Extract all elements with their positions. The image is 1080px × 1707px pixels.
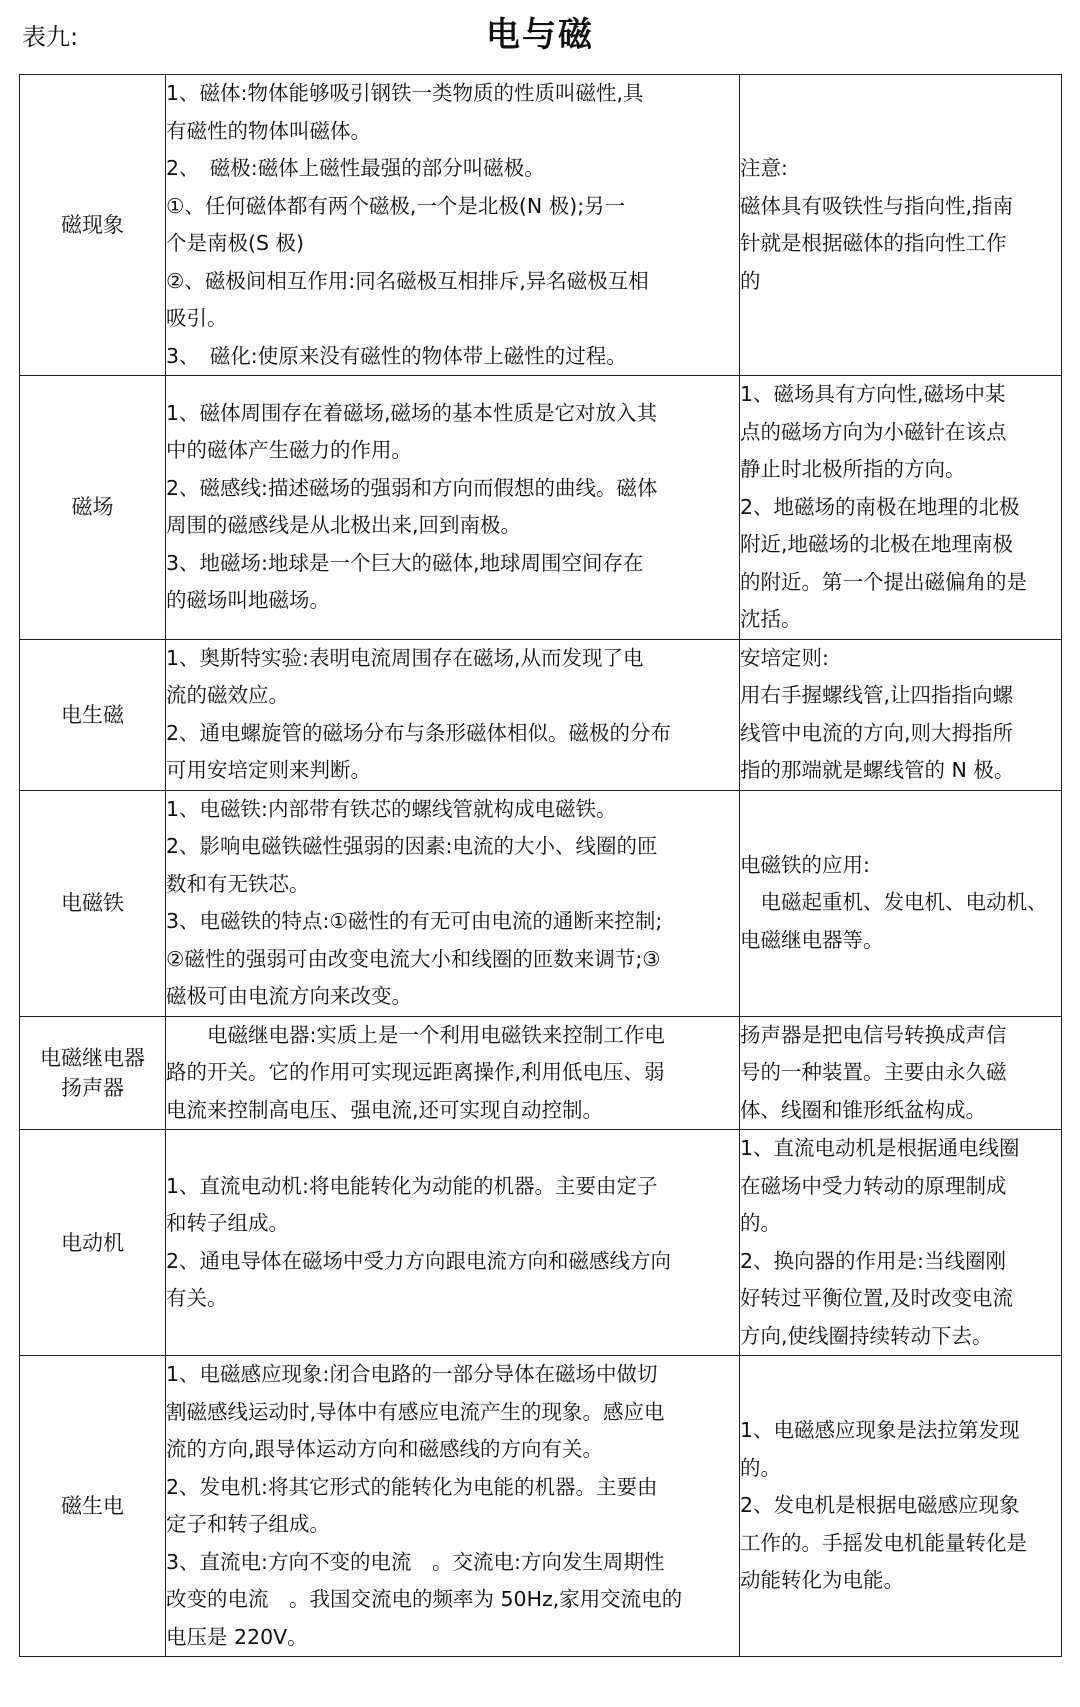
content-line: 流的方向,跟导体运动方向和磁感线的方向有关。 <box>166 1437 604 1461</box>
content-line: 个是南极(S 极) <box>166 231 305 255</box>
content-line: 1、磁体周围存在着磁场,磁场的基本性质是它对放入其 <box>166 400 658 425</box>
note-cell <box>740 1130 1062 1356</box>
content-line: 割磁感线运动时,导体中有感应电流产生的现象。感应电 <box>166 1399 665 1424</box>
note-line: 方向,使线圈持续转动下去。 <box>740 1323 993 1348</box>
table-body <box>20 75 1062 1657</box>
note-line: 点的磁场方向为小磁针在该点 <box>740 419 1007 444</box>
table-row <box>20 790 1062 1016</box>
note-line: 号的一种装置。主要由永久磁 <box>740 1060 1007 1084</box>
content-cell <box>166 376 740 640</box>
content-line: 2、影响电磁铁磁性强弱的因素:电流的大小、线圈的匝 <box>166 834 658 858</box>
note-cell <box>740 1016 1062 1130</box>
page-header <box>0 0 1080 72</box>
topic-line: 电磁铁 <box>61 891 124 915</box>
table-row <box>20 1016 1062 1130</box>
note-cell <box>740 75 1062 376</box>
note-line: 针就是根据磁体的指向性工作 <box>740 231 1007 255</box>
note-line: 用右手握螺线管,让四指指向螺 <box>740 683 1014 707</box>
note-cell <box>740 1356 1062 1657</box>
content-line: 吸引。 <box>166 306 228 330</box>
content-line: ①、任何磁体都有两个磁极,一个是北极(N 极);另一 <box>166 193 626 218</box>
note-line: 的 <box>740 268 761 293</box>
note-line: 指的那端就是螺线管的 N 极。 <box>740 758 1015 782</box>
content-line: 有磁性的物体叫磁体。 <box>166 118 371 143</box>
content-line: 2、磁感线:描述磁场的强弱和方向而假想的曲线。磁体 <box>166 475 658 500</box>
content-line: 2、通电导体在磁场中受力方向跟电流方向和磁感线方向 <box>166 1248 672 1273</box>
topic-line: 磁生电 <box>61 1494 124 1518</box>
topic-cell <box>20 75 166 376</box>
note-line: 安培定则: <box>740 645 829 670</box>
note-line: 电磁铁的应用: <box>740 852 870 877</box>
note-line: 2、换向器的作用是:当线圈刚 <box>740 1248 1006 1273</box>
note-line: 体、线圈和锥形纸盆构成。 <box>740 1097 986 1122</box>
content-line: 2、 磁极:磁体上磁性最强的部分叫磁极。 <box>166 156 545 180</box>
topic-cell <box>20 1016 166 1130</box>
note-line: 电磁起重机、发电机、电动机、 <box>740 890 1048 915</box>
note-line: 线管中电流的方向,则大拇指所 <box>740 720 1014 745</box>
note-line: 附近,地磁场的北极在地理南极 <box>740 532 1014 556</box>
topic-cell <box>20 1130 166 1356</box>
note-line: 的。 <box>740 1455 781 1480</box>
content-line: 定子和转子组成。 <box>166 1512 330 1536</box>
note-line: 的。 <box>740 1211 781 1235</box>
content-line: 3、 磁化:使原来没有磁性的物体带上磁性的过程。 <box>166 343 627 368</box>
note-cell <box>740 376 1062 640</box>
note-line: 动能转化为电能。 <box>740 1568 904 1593</box>
table-label: 表九: <box>22 23 79 51</box>
note-line: 1、磁场具有方向性,磁场中某 <box>740 382 1006 406</box>
content-line: 有关。 <box>166 1286 228 1310</box>
note-line: 的附近。第一个提出磁偏角的是 <box>740 569 1027 594</box>
content-line: 1、直流电动机:将电能转化为动能的机器。主要由定子 <box>166 1173 658 1198</box>
content-line: 3、直流电:方向不变的电流 。交流电:方向发生周期性 <box>166 1549 665 1574</box>
note-line: 好转过平衡位置,及时改变电流 <box>740 1286 1014 1310</box>
table-row <box>20 639 1062 790</box>
table-row <box>20 1356 1062 1657</box>
content-line: 1、磁体:物体能够吸引钢铁一类物质的性质叫磁性,具 <box>166 81 644 105</box>
table-row <box>20 1130 1062 1356</box>
note-cell <box>740 639 1062 790</box>
page-title: 电与磁 <box>486 15 594 55</box>
content-line: 电流来控制高电压、强电流,还可实现自动控制。 <box>166 1097 604 1122</box>
content-line: 3、电磁铁的特点:①磁性的有无可由电流的通断来控制; <box>166 909 663 933</box>
content-cell <box>166 639 740 790</box>
note-line: 扬声器是把电信号转换成声信 <box>740 1022 1007 1047</box>
topic-cell <box>20 376 166 640</box>
content-line: 磁极可由电流方向来改变。 <box>166 984 412 1008</box>
content-line: 3、地磁场:地球是一个巨大的磁体,地球周围空间存在 <box>166 550 644 575</box>
content-cell <box>166 1130 740 1356</box>
topic-line: 电动机 <box>61 1230 124 1255</box>
note-line: 2、发电机是根据电磁感应现象 <box>740 1493 1020 1518</box>
content-line: ②磁性的强弱可由改变电流大小和线圈的匝数来调节;③ <box>166 946 661 971</box>
content-line: ②、磁极间相互作用:同名磁极互相排斥,异名磁极互相 <box>166 268 649 293</box>
content-cell <box>166 790 740 1016</box>
note-line: 1、电磁感应现象是法拉第发现 <box>740 1418 1020 1443</box>
topic-line: 扬声器 <box>61 1075 124 1100</box>
content-line: 电压是 220V。 <box>166 1624 308 1649</box>
note-line: 电磁继电器等。 <box>740 927 884 952</box>
note-line: 沈括。 <box>740 607 802 631</box>
summary-table <box>19 74 1062 1657</box>
content-line: 1、电磁铁:内部带有铁芯的螺线管就构成电磁铁。 <box>166 796 617 821</box>
topic-line: 电磁继电器 <box>40 1045 145 1070</box>
content-line: 和转子组成。 <box>166 1211 289 1235</box>
content-line: 可用安培定则来判断。 <box>166 758 371 782</box>
topic-cell <box>20 790 166 1016</box>
note-line: 注意: <box>740 156 788 180</box>
note-line: 2、地磁场的南极在地理的北极 <box>740 494 1020 519</box>
content-line: 2、通电螺旋管的磁场分布与条形磁体相似。磁极的分布 <box>166 720 672 745</box>
content-line: 的磁场叫地磁场。 <box>166 588 330 613</box>
content-line: 周围的磁感线是从北极出来,回到南极。 <box>166 513 522 538</box>
content-line: 2、发电机:将其它形式的能转化为电能的机器。主要由 <box>166 1474 658 1499</box>
note-line: 静止时北极所指的方向。 <box>740 457 966 481</box>
content-line: 中的磁体产生磁力的作用。 <box>166 438 412 463</box>
content-line: 电磁继电器:实质上是一个利用电磁铁来控制工作电 <box>166 1022 665 1047</box>
content-cell <box>166 75 740 376</box>
content-line: 数和有无铁芯。 <box>166 871 310 896</box>
topic-cell <box>20 1356 166 1657</box>
topic-cell <box>20 639 166 790</box>
note-cell <box>740 790 1062 1016</box>
note-line: 磁体具有吸铁性与指向性,指南 <box>740 193 1014 218</box>
content-line: 1、奥斯特实验:表明电流周围存在磁场,从而发现了电 <box>166 645 644 670</box>
topic-line: 磁现象 <box>61 213 124 237</box>
topic-line: 电生磁 <box>61 702 124 727</box>
content-line: 路的开关。它的作用可实现远距离操作,利用低电压、弱 <box>166 1060 665 1084</box>
table-row <box>20 376 1062 640</box>
note-line: 1、直流电动机是根据通电线圈 <box>740 1136 1020 1160</box>
content-line: 1、电磁感应现象:闭合电路的一部分导体在磁场中做切 <box>166 1362 658 1386</box>
content-line: 改变的电流 。我国交流电的频率为 50Hz,家用交流电的 <box>166 1587 683 1611</box>
table-row <box>20 75 1062 376</box>
note-line: 在磁场中受力转动的原理制成 <box>740 1173 1007 1198</box>
content-cell <box>166 1016 740 1130</box>
content-line: 流的磁效应。 <box>166 683 289 707</box>
topic-line: 磁场 <box>71 495 114 520</box>
content-cell <box>166 1356 740 1657</box>
note-line: 工作的。手摇发电机能量转化是 <box>740 1530 1027 1555</box>
